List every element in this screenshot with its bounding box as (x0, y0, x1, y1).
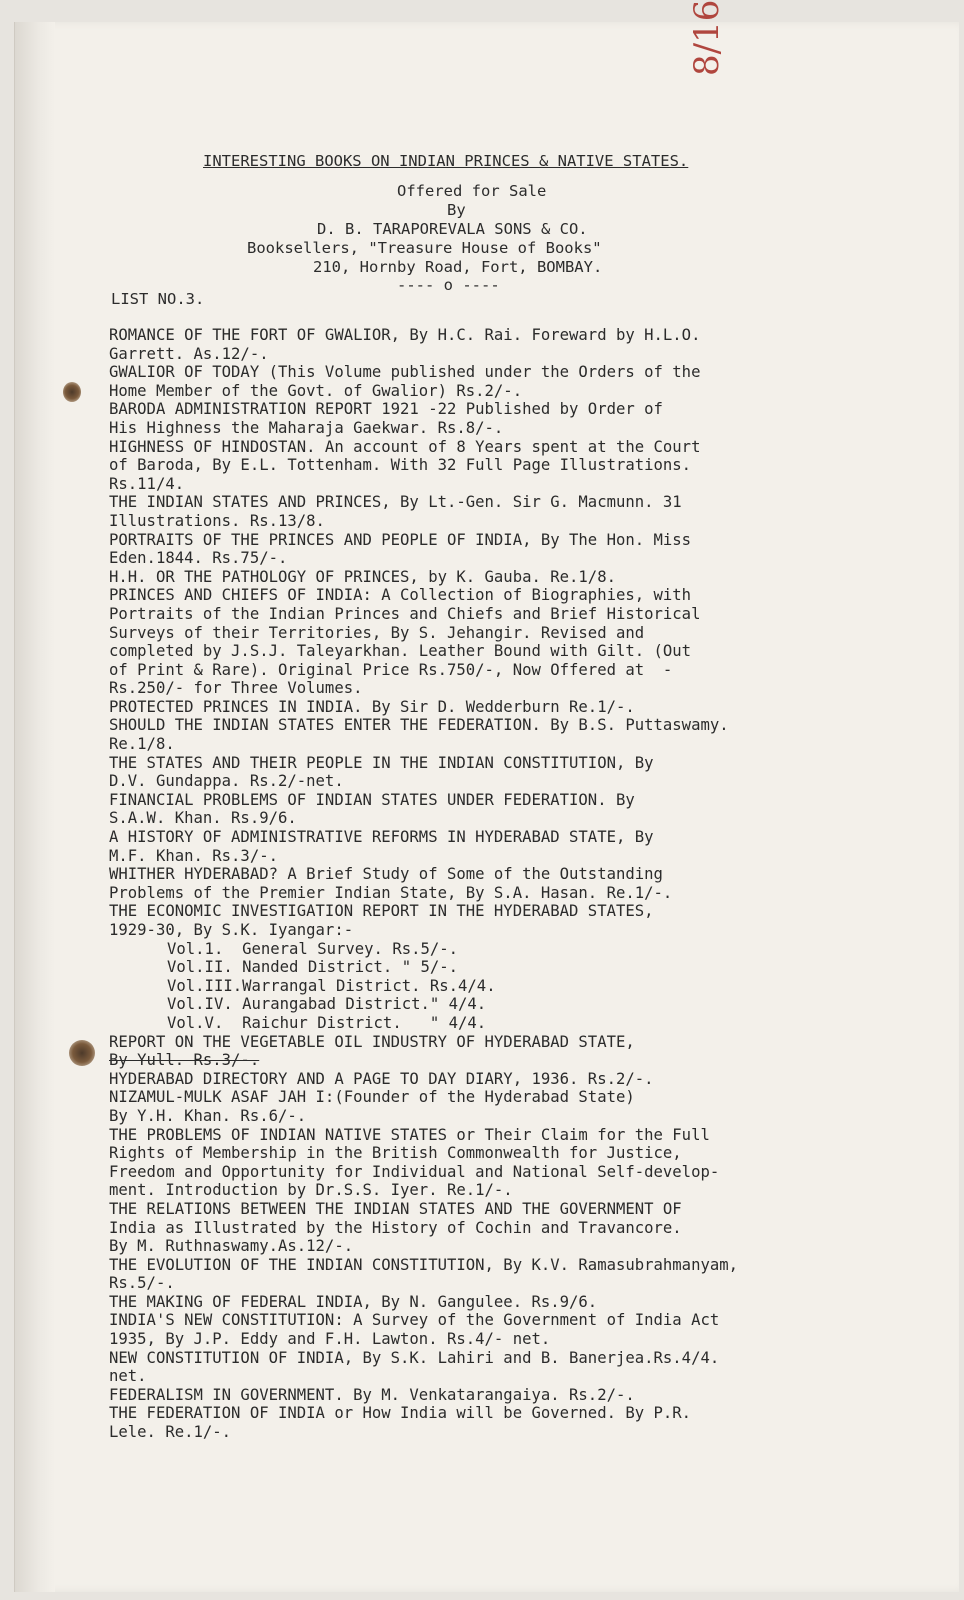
seller-tagline: Booksellers, "Treasure House of Books" (247, 239, 602, 257)
entry-line: Lele. Re.1/-. (109, 1423, 232, 1442)
entry-line: INDIA'S NEW CONSTITUTION: A Survey of the Government of India Act (109, 1311, 720, 1330)
entry-line: REPORT ON THE VEGETABLE OIL INDUSTRY OF HYDERABAD STATE, (109, 1032, 635, 1051)
entry-line: PRINCES AND CHIEFS OF INDIA: A Collection of Biographies, with (109, 586, 692, 605)
book-entries-part2 (109, 1070, 939, 1442)
entry-line: ment. Introduction by Dr.S.S. Iyer. Re.1/-. (109, 1181, 513, 1200)
book-entry (109, 698, 939, 717)
entry-line: H.H. OR THE PATHOLOGY OF PRINCES, by K. Gauba. Re.1/8. (109, 567, 616, 586)
list-number: LIST NO.3. (111, 290, 205, 308)
book-entry (109, 1311, 939, 1348)
document-page (14, 0, 959, 1592)
entry-line: 1929-30, By S.K. Iyangar:- (109, 921, 354, 939)
entry-line: WHITHER HYDERABAD? A Brief Study of Some of the Outstanding (109, 865, 663, 884)
entry-line: THE PROBLEMS OF INDIAN NATIVE STATES or Their Claim for the Full (109, 1125, 710, 1144)
entry-line: Illustrations. Rs.13/8. (109, 511, 325, 530)
entry-line: THE EVOLUTION OF THE INDIAN CONSTITUTION, By K.V. Ramasubrahmanyam, (109, 1255, 739, 1274)
header-divider: ---- o ---- (397, 276, 500, 294)
entry-line: HIGHNESS OF HINDOSTAN. An account of 8 Years spent at the Court (109, 437, 701, 456)
volume-item: Vol.II. Nanded District. " 5/-. (167, 958, 459, 977)
entry-line: BARODA ADMINISTRATION REPORT 1921 -22 Published by Order of (109, 400, 663, 419)
entry-line: Surveys of their Territories, By S. Jehangir. Revised and (109, 623, 645, 642)
volume-item: Vol.V. Raichur District. " 4/4. (167, 1013, 487, 1032)
book-entry (109, 865, 939, 902)
entry-line: of Print & Rare). Original Price Rs.750/-, Now Offered at - (109, 660, 673, 679)
entry-line: Freedom and Opportunity for Individual and National Self-develop- (109, 1162, 720, 1181)
entry-line: Rights of Membership in the British Commonwealth for Justice, (109, 1144, 682, 1163)
volume-item: Vol.III.Warrangal District. Rs.4/4. (167, 976, 496, 995)
seller-address: 210, Hornby Road, Fort, BOMBAY. (313, 258, 603, 276)
book-entry (109, 1293, 939, 1312)
punch-hole (69, 1040, 95, 1066)
book-entry (109, 1404, 939, 1441)
entry-line: FEDERALISM IN GOVERNMENT. By M. Venkatarangaiya. Rs.2/-. (109, 1385, 635, 1404)
punch-hole (63, 382, 81, 402)
handwritten-annotation: 8/16 (687, 0, 727, 76)
book-entries-part1 (109, 326, 939, 940)
entry-line: Rs.11/4. (109, 474, 185, 493)
entry-line: HYDERABAD DIRECTORY AND A PAGE TO DAY DIARY, 1936. Rs.2/-. (109, 1069, 654, 1088)
book-entry (109, 828, 939, 865)
entry-line: S.A.W. Khan. Rs.9/6. (109, 809, 297, 828)
entry-line: THE INDIAN STATES AND PRINCES, By Lt.-Gen. Sir G. Macmunn. 31 (109, 493, 682, 512)
volume-item: Vol.IV. Aurangabad District." 4/4. (167, 995, 487, 1014)
entry-line: NEW CONSTITUTION OF INDIA, By S.K. Lahiri and B. Banerjea.Rs.4/4. (109, 1348, 720, 1367)
entry-line: By M. Ruthnaswamy.As.12/-. (109, 1237, 354, 1256)
entry-line: India as Illustrated by the History of Cochin and Travancore. (109, 1218, 682, 1237)
entry-line: THE MAKING OF FEDERAL INDIA, By N. Gangulee. Rs.9/6. (109, 1292, 598, 1311)
entry-line: D.V. Gundappa. Rs.2/-net. (109, 772, 344, 791)
book-entry (109, 1256, 939, 1293)
entry-line: THE FEDERATION OF INDIA or How India will be Governed. By P.R. (109, 1404, 692, 1423)
by-label: By (447, 201, 466, 219)
entry-line: Problems of the Premier Indian State, By S.A. Hasan. Re.1/-. (109, 883, 673, 902)
book-entry (109, 326, 939, 363)
entry-line: GWALIOR OF TODAY (This Volume published under the Orders of the (109, 363, 701, 382)
book-entry (109, 493, 939, 530)
volume-list (109, 940, 939, 1033)
entry-line: Garrett. As.12/-. (109, 344, 269, 363)
entry-line: FINANCIAL PROBLEMS OF INDIAN STATES UNDER FEDERATION. By (109, 790, 635, 809)
entry-line: completed by J.S.J. Taleyarkhan. Leather Bound with Gilt. (Out (109, 642, 692, 661)
entry-line: ROMANCE OF THE FORT OF GWALIOR, By H.C. Rai. Foreward by H.L.O. (109, 326, 701, 344)
book-entry (109, 1088, 939, 1125)
entry-line: THE STATES AND THEIR PEOPLE IN THE INDIAN CONSTITUTION, By (109, 753, 654, 772)
entry-line: Portraits of the Indian Princes and Chiefs and Brief Historical (109, 604, 701, 623)
book-entry (109, 754, 939, 791)
book-entry (109, 586, 939, 698)
book-entry (109, 363, 939, 400)
entry-line: PORTRAITS OF THE PRINCES AND PEOPLE OF INDIA, By The Hon. Miss (109, 530, 692, 549)
book-list (109, 326, 939, 1442)
entry-line: 1935, By J.P. Eddy and F.H. Lawton. Rs.4/- net. (109, 1330, 551, 1349)
entry-line: Home Member of the Govt. of Gwalior) Rs.2/-. (109, 381, 523, 400)
entry-line: net. (109, 1367, 147, 1386)
document-title: INTERESTING BOOKS ON INDIAN PRINCES & NATIVE STATES. (203, 152, 689, 170)
entry-line: Re.1/8. (109, 735, 175, 754)
book-entry (109, 438, 939, 494)
book-entry (109, 1386, 939, 1405)
entry-line: SHOULD THE INDIAN STATES ENTER THE FEDERATION. By B.S. Puttaswamy. (109, 716, 729, 735)
page-fold-shadow (15, 22, 55, 1592)
entry-line: By Y.H. Khan. Rs.6/-. (109, 1106, 307, 1125)
book-entry (109, 1126, 939, 1200)
entry-line: THE RELATIONS BETWEEN THE INDIAN STATES AND THE GOVERNMENT OF (109, 1199, 682, 1218)
book-entry (109, 400, 939, 437)
book-entry (109, 568, 939, 587)
entry-line: THE ECONOMIC INVESTIGATION REPORT IN THE HYDERABAD STATES, (109, 902, 654, 921)
book-entry (109, 791, 939, 828)
entry-line: Eden.1844. Rs.75/-. (109, 549, 288, 568)
entry-line: Rs.5/-. (109, 1274, 175, 1293)
book-entry (109, 1349, 939, 1386)
entry-line-struck: By Yull. Rs.3/-. (109, 1051, 260, 1070)
book-entry (109, 902, 939, 939)
entry-line: M.F. Khan. Rs.3/-. (109, 846, 278, 865)
book-entry (109, 531, 939, 568)
volume-item: Vol.1. General Survey. Rs.5/-. (167, 939, 459, 958)
seller-name: D. B. TARAPOREVALA SONS & CO. (317, 220, 588, 238)
book-entry (109, 1033, 939, 1070)
offered-for-sale: Offered for Sale (397, 182, 547, 200)
entry-line: His Highness the Maharaja Gaekwar. Rs.8/-. (109, 418, 504, 437)
book-entry (109, 716, 939, 753)
book-entry (109, 1070, 939, 1089)
book-entry (109, 1200, 939, 1256)
entry-line: of Baroda, By E.L. Tottenham. With 32 Full Page Illustrations. (109, 456, 692, 475)
entry-line: NIZAMUL-MULK ASAF JAH I:(Founder of the Hyderabad State) (109, 1088, 635, 1107)
entry-line: Rs.250/- for Three Volumes. (109, 679, 363, 698)
entry-line: PROTECTED PRINCES IN INDIA. By Sir D. Wedderburn Re.1/-. (109, 697, 635, 716)
entry-line: A HISTORY OF ADMINISTRATIVE REFORMS IN HYDERABAD STATE, By (109, 828, 654, 847)
